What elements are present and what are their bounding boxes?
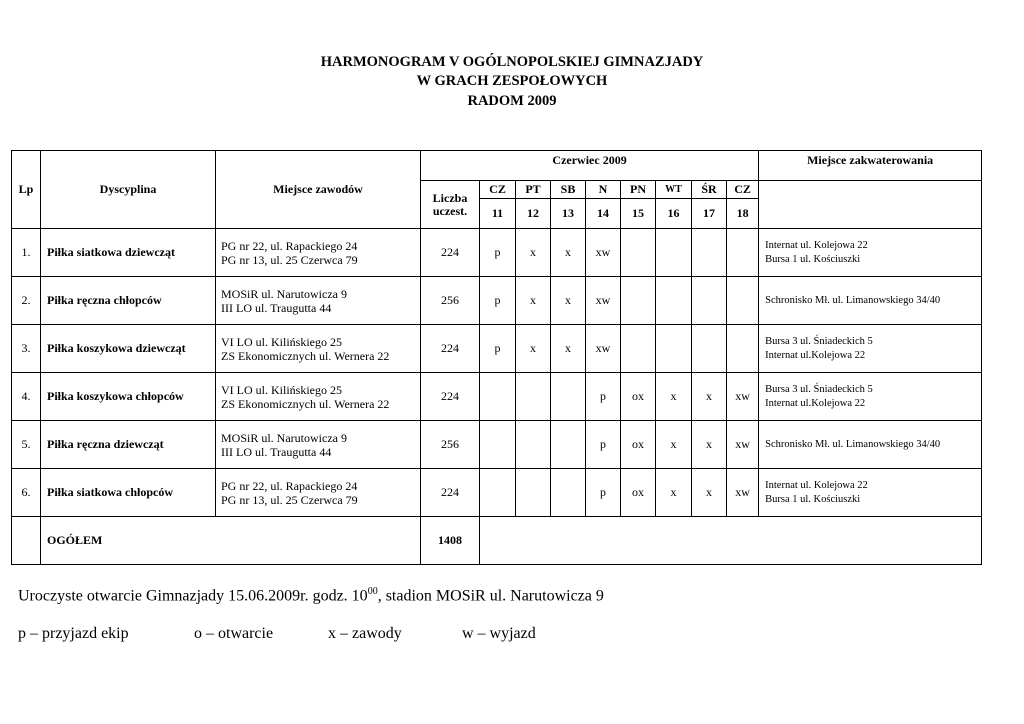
venue-line-2: III LO ul. Traugutta 44 (221, 444, 332, 459)
row-day-mark (692, 229, 727, 277)
total-value: 1408 (421, 517, 480, 565)
opening-sup: 00 (367, 586, 378, 597)
header-venue: Miejsce zawodów (216, 151, 421, 229)
row-day-mark: x (692, 469, 727, 517)
row-count: 224 (421, 325, 480, 373)
day-number: 14 (586, 199, 621, 229)
day-name: N (586, 181, 621, 199)
row-day-mark: p (480, 325, 516, 373)
row-count: 224 (421, 373, 480, 421)
total-row (12, 517, 982, 565)
row-day-mark (621, 229, 656, 277)
row-day-mark (656, 277, 692, 325)
day-number: 17 (692, 199, 727, 229)
accommodation-line-2: Bursa 1 ul. Kościuszki (765, 253, 861, 265)
row-day-mark (551, 469, 586, 517)
day-number: 12 (516, 199, 551, 229)
venue-line-1: VI LO ul. Kilińskiego 25 (221, 382, 342, 397)
venue-line-1: MOSiR ul. Narutowicza 9 (221, 286, 347, 301)
venue-line-2: PG nr 13, ul. 25 Czerwca 79 (221, 492, 358, 507)
row-day-mark: x (692, 421, 727, 469)
row-accommodation (759, 469, 982, 517)
row-day-mark (621, 325, 656, 373)
row-day-mark: p (480, 277, 516, 325)
header-month: Czerwiec 2009 (421, 151, 759, 181)
opening-text: Uroczyste otwarcie Gimnazjady 15.06.2009r. godz. 10 (18, 587, 368, 605)
row-day-mark: x (656, 373, 692, 421)
row-day-mark (621, 277, 656, 325)
schedule-table (11, 150, 982, 565)
row-day-mark: p (586, 421, 621, 469)
legend (18, 625, 536, 643)
row-discipline: Piłka siatkowa chłopców (41, 469, 216, 517)
row-lp: 4. (12, 373, 41, 421)
accommodation-line-2: Bursa 1 ul. Kościuszki (765, 493, 861, 505)
day-number: 13 (551, 199, 586, 229)
total-blank (480, 517, 982, 565)
row-day-mark: p (480, 229, 516, 277)
table-row (12, 277, 982, 325)
day-number: 18 (727, 199, 759, 229)
accommodation-line-1: Bursa 3 ul. Śniadeckich 5 (765, 335, 873, 347)
total-label: OGÓŁEM (41, 517, 421, 565)
row-count: 224 (421, 229, 480, 277)
row-day-mark: x (516, 325, 551, 373)
row-day-mark (727, 277, 759, 325)
accommodation-line-1: Bursa 3 ul. Śniadeckich 5 (765, 383, 873, 395)
title-line-1: HARMONOGRAM V OGÓLNOPOLSKIEJ GIMNAZJADY (320, 54, 704, 70)
legend-item-w: w – wyjazd (462, 625, 536, 642)
row-day-mark (480, 421, 516, 469)
day-name: ŚR (692, 181, 727, 199)
opening-note (18, 586, 604, 605)
row-day-mark (551, 373, 586, 421)
venue-line-1: PG nr 22, ul. Rapackiego 24 (221, 238, 358, 253)
row-day-mark: x (516, 277, 551, 325)
row-day-mark (480, 373, 516, 421)
row-day-mark (480, 469, 516, 517)
row-venue (216, 421, 421, 469)
day-name: PN (621, 181, 656, 199)
header-accommodation-blank (759, 181, 982, 229)
venue-line-2: ZS Ekonomicznych ul. Wernera 22 (221, 396, 390, 411)
row-day-mark: xw (727, 469, 759, 517)
title-line-2: W GRACH ZESPOŁOWYCH (416, 73, 608, 89)
accommodation-line-2: Schronisko Mł. ul. Limanowskiego 34/40 (765, 294, 941, 306)
table-row (12, 373, 982, 421)
row-venue (216, 277, 421, 325)
day-name: SB (551, 181, 586, 199)
accommodation-line-2: Internat ul.Kolejowa 22 (765, 349, 866, 361)
row-discipline: Piłka koszykowa dziewcząt (41, 325, 216, 373)
row-day-mark: x (551, 325, 586, 373)
header-count-line1: Liczba (432, 190, 468, 205)
row-day-mark: p (586, 469, 621, 517)
row-day-mark: x (551, 229, 586, 277)
day-name: CZ (727, 181, 759, 199)
row-venue (216, 229, 421, 277)
row-lp: 2. (12, 277, 41, 325)
accommodation-line-2: Internat ul.Kolejowa 22 (765, 397, 866, 409)
row-day-mark (727, 325, 759, 373)
row-day-mark: x (692, 373, 727, 421)
day-number: 15 (621, 199, 656, 229)
row-count: 256 (421, 277, 480, 325)
row-day-mark: xw (727, 421, 759, 469)
row-lp: 1. (12, 229, 41, 277)
legend-item-x: x – zawody (328, 625, 402, 642)
row-day-mark (551, 421, 586, 469)
row-accommodation (759, 277, 982, 325)
row-day-mark: x (656, 469, 692, 517)
row-venue (216, 325, 421, 373)
row-day-mark: xw (586, 229, 621, 277)
row-day-mark: xw (586, 277, 621, 325)
header-count (421, 181, 480, 229)
row-accommodation (759, 373, 982, 421)
row-count: 256 (421, 421, 480, 469)
row-discipline: Piłka ręczna dziewcząt (41, 421, 216, 469)
venue-line-1: MOSiR ul. Narutowicza 9 (221, 430, 347, 445)
row-day-mark (516, 421, 551, 469)
table-row (12, 229, 982, 277)
venue-line-1: VI LO ul. Kilińskiego 25 (221, 334, 342, 349)
day-number: 16 (656, 199, 692, 229)
row-discipline: Piłka ręczna chłopców (41, 277, 216, 325)
table-row (12, 421, 982, 469)
row-day-mark: xw (727, 373, 759, 421)
row-discipline: Piłka koszykowa chłopców (41, 373, 216, 421)
venue-line-2: PG nr 13, ul. 25 Czerwca 79 (221, 252, 358, 267)
row-count: 224 (421, 469, 480, 517)
row-lp: 6. (12, 469, 41, 517)
row-accommodation (759, 229, 982, 277)
row-accommodation (759, 325, 982, 373)
row-day-mark: x (656, 421, 692, 469)
venue-line-2: ZS Ekonomicznych ul. Wernera 22 (221, 348, 390, 363)
row-lp: 5. (12, 421, 41, 469)
row-day-mark: p (586, 373, 621, 421)
table-row (12, 469, 982, 517)
row-day-mark (656, 229, 692, 277)
row-day-mark: ox (621, 373, 656, 421)
row-day-mark (692, 277, 727, 325)
legend-item-p: p – przyjazd ekip (18, 625, 129, 642)
header-discipline: Dyscyplina (41, 151, 216, 229)
row-venue (216, 469, 421, 517)
row-day-mark: x (516, 229, 551, 277)
opening-rest: , stadion MOSiR ul. Narutowicza 9 (377, 587, 604, 605)
day-name: CZ (480, 181, 516, 199)
row-day-mark: ox (621, 469, 656, 517)
day-number: 11 (480, 199, 516, 229)
row-day-mark: ox (621, 421, 656, 469)
row-accommodation (759, 421, 982, 469)
venue-line-1: PG nr 22, ul. Rapackiego 24 (221, 478, 358, 493)
total-lp-blank (12, 517, 41, 565)
row-day-mark: x (551, 277, 586, 325)
row-day-mark (692, 325, 727, 373)
day-name: PT (516, 181, 551, 199)
row-day-mark (656, 325, 692, 373)
row-day-mark (516, 373, 551, 421)
row-venue (216, 373, 421, 421)
row-lp: 3. (12, 325, 41, 373)
row-discipline: Piłka siatkowa dziewcząt (41, 229, 216, 277)
header-lp: Lp (12, 151, 41, 229)
accommodation-line-2: Schronisko Mł. ul. Limanowskiego 34/40 (765, 438, 941, 450)
row-day-mark (727, 229, 759, 277)
accommodation-line-1: Internat ul. Kolejowa 22 (765, 479, 868, 491)
table-row (12, 325, 982, 373)
day-name: WT (656, 181, 692, 199)
row-day-mark (516, 469, 551, 517)
header-count-line2: uczest. (432, 203, 468, 218)
title-line-3: RADOM 2009 (467, 93, 557, 109)
row-day-mark: xw (586, 325, 621, 373)
venue-line-2: III LO ul. Traugutta 44 (221, 300, 332, 315)
accommodation-line-1: Internat ul. Kolejowa 22 (765, 239, 868, 251)
header-accommodation: Miejsce zakwaterowania (759, 151, 982, 181)
legend-item-o: o – otwarcie (194, 625, 274, 642)
